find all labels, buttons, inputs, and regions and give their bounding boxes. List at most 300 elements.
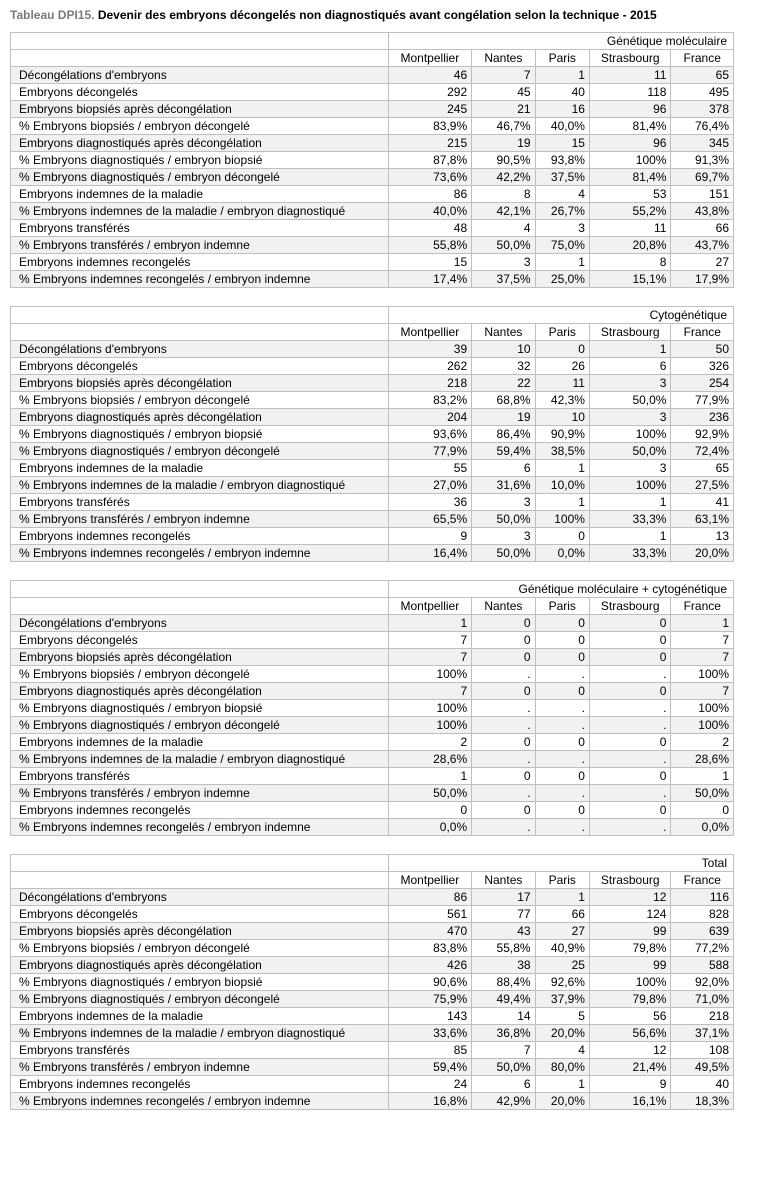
column-header: Paris — [535, 324, 589, 341]
table-cell: 143 — [388, 1008, 472, 1025]
column-header: Strasbourg — [589, 50, 671, 67]
column-header: Paris — [535, 50, 589, 67]
table-cell: 48 — [388, 220, 472, 237]
table-cell: 26 — [535, 358, 589, 375]
column-header: Nantes — [472, 872, 535, 889]
table-cell: 75,9% — [388, 991, 472, 1008]
page-title — [10, 8, 766, 22]
table-cell: 92,0% — [671, 974, 734, 991]
column-header: Strasbourg — [589, 324, 671, 341]
table-cell: 7 — [671, 683, 734, 700]
table-cell: 90,5% — [472, 152, 535, 169]
row-label: Embryons biopsiés après décongélation — [11, 923, 389, 940]
table-cell: 262 — [388, 358, 472, 375]
table-cell: 639 — [671, 923, 734, 940]
table-cell: 56 — [589, 1008, 671, 1025]
table-cell: . — [472, 785, 535, 802]
table-cell: 0 — [535, 528, 589, 545]
table-cell: . — [535, 717, 589, 734]
table-cell: 37,9% — [535, 991, 589, 1008]
table-cell: 0 — [535, 734, 589, 751]
table-cell: 6 — [472, 460, 535, 477]
table-cell: 37,5% — [535, 169, 589, 186]
table-cell: 90,6% — [388, 974, 472, 991]
table-cell: 0 — [589, 649, 671, 666]
table-cell: 81,4% — [589, 118, 671, 135]
table-cell: 55,8% — [472, 940, 535, 957]
table-row — [11, 991, 734, 1008]
table-row — [11, 84, 734, 101]
table-cell: 1 — [589, 341, 671, 358]
table-cell: 108 — [671, 1042, 734, 1059]
table-cell: 0 — [589, 615, 671, 632]
table-cell: 96 — [589, 101, 671, 118]
table-row — [11, 375, 734, 392]
table-row — [11, 700, 734, 717]
table-cell: 99 — [589, 923, 671, 940]
row-label: % Embryons indemnes de la maladie / embryon diagnostiqué — [11, 203, 389, 220]
table-cell: 1 — [388, 768, 472, 785]
table-cell: 73,6% — [388, 169, 472, 186]
row-label: % Embryons diagnostiqués / embryon décongelé — [11, 717, 389, 734]
row-label: % Embryons indemnes de la maladie / embryon diagnostiqué — [11, 751, 389, 768]
column-header-row — [11, 50, 734, 67]
table-cell: 33,3% — [589, 511, 671, 528]
row-label: % Embryons diagnostiqués / embryon décongelé — [11, 169, 389, 186]
table-cell: 16,1% — [589, 1093, 671, 1110]
table-cell: 55,8% — [388, 237, 472, 254]
table-cell: 28,6% — [388, 751, 472, 768]
row-label: Embryons diagnostiqués après décongélation — [11, 683, 389, 700]
row-label: Décongélations d'embryons — [11, 615, 389, 632]
column-header: France — [671, 50, 734, 67]
table-cell: 1 — [535, 460, 589, 477]
table-cell: 17 — [472, 889, 535, 906]
empty-header-cell — [11, 324, 389, 341]
data-table — [10, 854, 734, 1110]
table-row — [11, 751, 734, 768]
row-label: % Embryons indemnes recongelés / embryon indemne — [11, 271, 389, 288]
column-header: Nantes — [472, 598, 535, 615]
table-cell: 3 — [589, 460, 671, 477]
table-cell: . — [535, 666, 589, 683]
row-label: Embryons décongelés — [11, 632, 389, 649]
table-cell: 86,4% — [472, 426, 535, 443]
table-cell: 50,0% — [589, 443, 671, 460]
table-cell: 79,8% — [589, 991, 671, 1008]
table-cell: 72,4% — [671, 443, 734, 460]
table-row — [11, 1076, 734, 1093]
table-row — [11, 118, 734, 135]
table-row — [11, 392, 734, 409]
table-cell: 245 — [388, 101, 472, 118]
table-cell: . — [589, 819, 671, 836]
table-cell: 27 — [671, 254, 734, 271]
table-cell: . — [472, 819, 535, 836]
table-row — [11, 802, 734, 819]
table-cell: 65 — [671, 460, 734, 477]
table-row — [11, 477, 734, 494]
column-header: Paris — [535, 872, 589, 889]
row-label: Embryons biopsiés après décongélation — [11, 101, 389, 118]
table-cell: 0,0% — [671, 819, 734, 836]
row-label: % Embryons diagnostiqués / embryon biopsié — [11, 426, 389, 443]
empty-corner-cell — [11, 855, 389, 872]
table-cell: 2 — [388, 734, 472, 751]
table-row — [11, 923, 734, 940]
table-cell: 8 — [589, 254, 671, 271]
table-row — [11, 1025, 734, 1042]
table-cell: 4 — [535, 186, 589, 203]
table-cell: 91,3% — [671, 152, 734, 169]
table-row — [11, 906, 734, 923]
table-cell: 21 — [472, 101, 535, 118]
table-cell: 90,9% — [535, 426, 589, 443]
row-label: Embryons indemnes recongelés — [11, 1076, 389, 1093]
table-cell: . — [472, 751, 535, 768]
table-cell: 218 — [671, 1008, 734, 1025]
table-cell: 7 — [472, 67, 535, 84]
column-header: Montpellier — [388, 50, 472, 67]
table-cell: . — [589, 700, 671, 717]
table-cell: 50,0% — [472, 237, 535, 254]
row-label: Embryons indemnes de la maladie — [11, 460, 389, 477]
table-cell: 19 — [472, 409, 535, 426]
table-cell: 426 — [388, 957, 472, 974]
table-row — [11, 615, 734, 632]
table-cell: 0 — [535, 768, 589, 785]
row-label: Décongélations d'embryons — [11, 341, 389, 358]
table-row — [11, 426, 734, 443]
table-cell: 33,6% — [388, 1025, 472, 1042]
table-cell: 0 — [535, 615, 589, 632]
table-cell: 0 — [589, 632, 671, 649]
table-cell: 85 — [388, 1042, 472, 1059]
table-cell: 49,4% — [472, 991, 535, 1008]
table-cell: 2 — [671, 734, 734, 751]
table-cell: 77 — [472, 906, 535, 923]
table-cell: 96 — [589, 135, 671, 152]
table-cell: 3 — [472, 254, 535, 271]
table-cell: 92,6% — [535, 974, 589, 991]
table-row — [11, 528, 734, 545]
table-cell: 0 — [589, 683, 671, 700]
table-cell: 50,0% — [472, 1059, 535, 1076]
column-header: Strasbourg — [589, 598, 671, 615]
table-cell: 13 — [671, 528, 734, 545]
table-cell: . — [472, 717, 535, 734]
table-cell: 100% — [535, 511, 589, 528]
table-cell: 100% — [589, 974, 671, 991]
row-label: % Embryons transférés / embryon indemne — [11, 785, 389, 802]
table-cell: . — [472, 700, 535, 717]
table-row — [11, 254, 734, 271]
empty-header-cell — [11, 598, 389, 615]
table-cell: 7 — [671, 632, 734, 649]
table-row — [11, 666, 734, 683]
row-label: Embryons biopsiés après décongélation — [11, 649, 389, 666]
table-cell: 40 — [671, 1076, 734, 1093]
row-label: % Embryons transférés / embryon indemne — [11, 1059, 389, 1076]
table-cell: 69,7% — [671, 169, 734, 186]
table-row — [11, 1042, 734, 1059]
table-cell: 55,2% — [589, 203, 671, 220]
row-label: Décongélations d'embryons — [11, 67, 389, 84]
table-cell: 50,0% — [589, 392, 671, 409]
row-label: % Embryons diagnostiqués / embryon biopsié — [11, 700, 389, 717]
table-cell: 1 — [671, 615, 734, 632]
table-cell: 40,0% — [535, 118, 589, 135]
table-cell: 3 — [472, 528, 535, 545]
table-cell: 1 — [589, 494, 671, 511]
row-label: Embryons décongelés — [11, 906, 389, 923]
table-cell: 100% — [589, 477, 671, 494]
table-cell: 0,0% — [535, 545, 589, 562]
table-cell: 55 — [388, 460, 472, 477]
table-row — [11, 734, 734, 751]
table-row — [11, 237, 734, 254]
section-title: Génétique moléculaire — [388, 33, 733, 50]
table-cell: 0 — [472, 632, 535, 649]
table-row — [11, 135, 734, 152]
table-cell: 236 — [671, 409, 734, 426]
table-cell: 77,9% — [388, 443, 472, 460]
table-row — [11, 974, 734, 991]
empty-header-cell — [11, 50, 389, 67]
table-cell: 10 — [472, 341, 535, 358]
table-cell: 100% — [671, 717, 734, 734]
table-cell: 0 — [388, 802, 472, 819]
table-cell: 27 — [535, 923, 589, 940]
column-header: France — [671, 872, 734, 889]
table-cell: 8 — [472, 186, 535, 203]
data-table — [10, 306, 734, 562]
table-cell: 50,0% — [472, 511, 535, 528]
table-cell: 76,4% — [671, 118, 734, 135]
table-cell: 45 — [472, 84, 535, 101]
table-row — [11, 1059, 734, 1076]
table-cell: 0 — [472, 734, 535, 751]
tables-container — [10, 32, 766, 1110]
table-cell: 215 — [388, 135, 472, 152]
table-row — [11, 220, 734, 237]
table-cell: . — [589, 751, 671, 768]
row-label: Embryons diagnostiqués après décongélation — [11, 135, 389, 152]
row-label: % Embryons diagnostiqués / embryon biopsié — [11, 974, 389, 991]
table-cell: 83,9% — [388, 118, 472, 135]
table-cell: 7 — [388, 649, 472, 666]
table-cell: 20,0% — [535, 1093, 589, 1110]
table-cell: 77,2% — [671, 940, 734, 957]
table-cell: 470 — [388, 923, 472, 940]
table-cell: 66 — [671, 220, 734, 237]
table-row — [11, 67, 734, 84]
table-row — [11, 494, 734, 511]
table-cell: 326 — [671, 358, 734, 375]
column-header: Montpellier — [388, 324, 472, 341]
table-cell: 93,8% — [535, 152, 589, 169]
table-cell: 81,4% — [589, 169, 671, 186]
table-cell: 46,7% — [472, 118, 535, 135]
table-cell: 588 — [671, 957, 734, 974]
table-cell: 3 — [589, 375, 671, 392]
table-row — [11, 1008, 734, 1025]
table-cell: 7 — [472, 1042, 535, 1059]
table-cell: 0 — [671, 802, 734, 819]
row-label: Embryons transférés — [11, 1042, 389, 1059]
column-header: Paris — [535, 598, 589, 615]
table-cell: 16 — [535, 101, 589, 118]
table-cell: 99 — [589, 957, 671, 974]
table-cell: 25 — [535, 957, 589, 974]
table-cell: . — [535, 700, 589, 717]
table-cell: 4 — [472, 220, 535, 237]
row-label: % Embryons biopsiés / embryon décongelé — [11, 392, 389, 409]
table-cell: 17,4% — [388, 271, 472, 288]
table-cell: . — [535, 785, 589, 802]
table-cell: 1 — [535, 494, 589, 511]
table-cell: 24 — [388, 1076, 472, 1093]
table-cell: 118 — [589, 84, 671, 101]
column-header: France — [671, 324, 734, 341]
table-cell: 254 — [671, 375, 734, 392]
row-label: Embryons transférés — [11, 494, 389, 511]
row-label: Embryons décongelés — [11, 84, 389, 101]
table-cell: 100% — [388, 717, 472, 734]
table-row — [11, 940, 734, 957]
row-label: Embryons diagnostiqués après décongélation — [11, 957, 389, 974]
table-cell: 65 — [671, 67, 734, 84]
section-title: Génétique moléculaire + cytogénétique — [388, 581, 733, 598]
table-cell: 3 — [589, 409, 671, 426]
table-cell: 18,3% — [671, 1093, 734, 1110]
table-cell: 68,8% — [472, 392, 535, 409]
table-cell: 59,4% — [472, 443, 535, 460]
table-cell: 1 — [535, 1076, 589, 1093]
row-label: % Embryons biopsiés / embryon décongelé — [11, 940, 389, 957]
table-cell: . — [589, 785, 671, 802]
table-cell: 26,7% — [535, 203, 589, 220]
table-cell: 0 — [472, 768, 535, 785]
section-title: Cytogénétique — [388, 307, 733, 324]
row-label: % Embryons transférés / embryon indemne — [11, 511, 389, 528]
row-label: Embryons indemnes recongelés — [11, 254, 389, 271]
table-cell: 19 — [472, 135, 535, 152]
table-cell: 6 — [589, 358, 671, 375]
row-label: Embryons indemnes recongelés — [11, 528, 389, 545]
table-row — [11, 717, 734, 734]
table-cell: 79,8% — [589, 940, 671, 957]
table-cell: 32 — [472, 358, 535, 375]
column-header: Strasbourg — [589, 872, 671, 889]
table-cell: 9 — [589, 1076, 671, 1093]
table-cell: 218 — [388, 375, 472, 392]
table-cell: 38 — [472, 957, 535, 974]
table-cell: 12 — [589, 1042, 671, 1059]
table-cell: 7 — [671, 649, 734, 666]
table-row — [11, 443, 734, 460]
table-cell: 43 — [472, 923, 535, 940]
table-cell: 37,1% — [671, 1025, 734, 1042]
row-label: % Embryons indemnes recongelés / embryon indemne — [11, 545, 389, 562]
table-cell: 7 — [388, 683, 472, 700]
table-cell: 41 — [671, 494, 734, 511]
table-cell: . — [589, 717, 671, 734]
table-cell: 378 — [671, 101, 734, 118]
table-cell: 0 — [472, 802, 535, 819]
table-cell: 1 — [589, 528, 671, 545]
section-header-row — [11, 855, 734, 872]
column-header: Montpellier — [388, 598, 472, 615]
row-label: % Embryons transférés / embryon indemne — [11, 237, 389, 254]
table-cell: 86 — [388, 889, 472, 906]
column-header: Montpellier — [388, 872, 472, 889]
table-row — [11, 460, 734, 477]
table-cell: . — [472, 666, 535, 683]
table-cell: 40 — [535, 84, 589, 101]
table-row — [11, 545, 734, 562]
table-cell: 15 — [388, 254, 472, 271]
table-cell: 17,9% — [671, 271, 734, 288]
table-cell: 124 — [589, 906, 671, 923]
empty-corner-cell — [11, 33, 389, 50]
table-cell: 49,5% — [671, 1059, 734, 1076]
column-header-row — [11, 598, 734, 615]
table-cell: 63,1% — [671, 511, 734, 528]
table-cell: 42,3% — [535, 392, 589, 409]
table-cell: 3 — [472, 494, 535, 511]
table-cell: 100% — [589, 152, 671, 169]
table-cell: 83,8% — [388, 940, 472, 957]
row-label: % Embryons diagnostiqués / embryon décongelé — [11, 443, 389, 460]
table-cell: 0 — [472, 649, 535, 666]
table-row — [11, 649, 734, 666]
table-cell: 11 — [589, 67, 671, 84]
table-cell: 56,6% — [589, 1025, 671, 1042]
table-cell: 1 — [535, 889, 589, 906]
table-cell: 80,0% — [535, 1059, 589, 1076]
table-row — [11, 889, 734, 906]
table-row — [11, 785, 734, 802]
table-cell: 16,8% — [388, 1093, 472, 1110]
table-cell: 50,0% — [671, 785, 734, 802]
table-cell: 77,9% — [671, 392, 734, 409]
table-cell: 292 — [388, 84, 472, 101]
section-header-row — [11, 307, 734, 324]
table-row — [11, 957, 734, 974]
section-header-row — [11, 581, 734, 598]
table-cell: 1 — [671, 768, 734, 785]
row-label: % Embryons diagnostiqués / embryon décongelé — [11, 991, 389, 1008]
row-label: Embryons transférés — [11, 220, 389, 237]
table-cell: 9 — [388, 528, 472, 545]
table-cell: 1 — [535, 67, 589, 84]
table-row — [11, 271, 734, 288]
row-label: % Embryons indemnes de la maladie / embryon diagnostiqué — [11, 477, 389, 494]
table-cell: 20,0% — [671, 545, 734, 562]
section-header-row — [11, 33, 734, 50]
row-label: % Embryons diagnostiqués / embryon biopsié — [11, 152, 389, 169]
table-cell: 87,8% — [388, 152, 472, 169]
table-cell: 65,5% — [388, 511, 472, 528]
table-row — [11, 341, 734, 358]
table-row — [11, 101, 734, 118]
table-cell: 6 — [472, 1076, 535, 1093]
table-row — [11, 186, 734, 203]
table-cell: 4 — [535, 1042, 589, 1059]
table-cell: 42,2% — [472, 169, 535, 186]
row-label: Embryons indemnes recongelés — [11, 802, 389, 819]
